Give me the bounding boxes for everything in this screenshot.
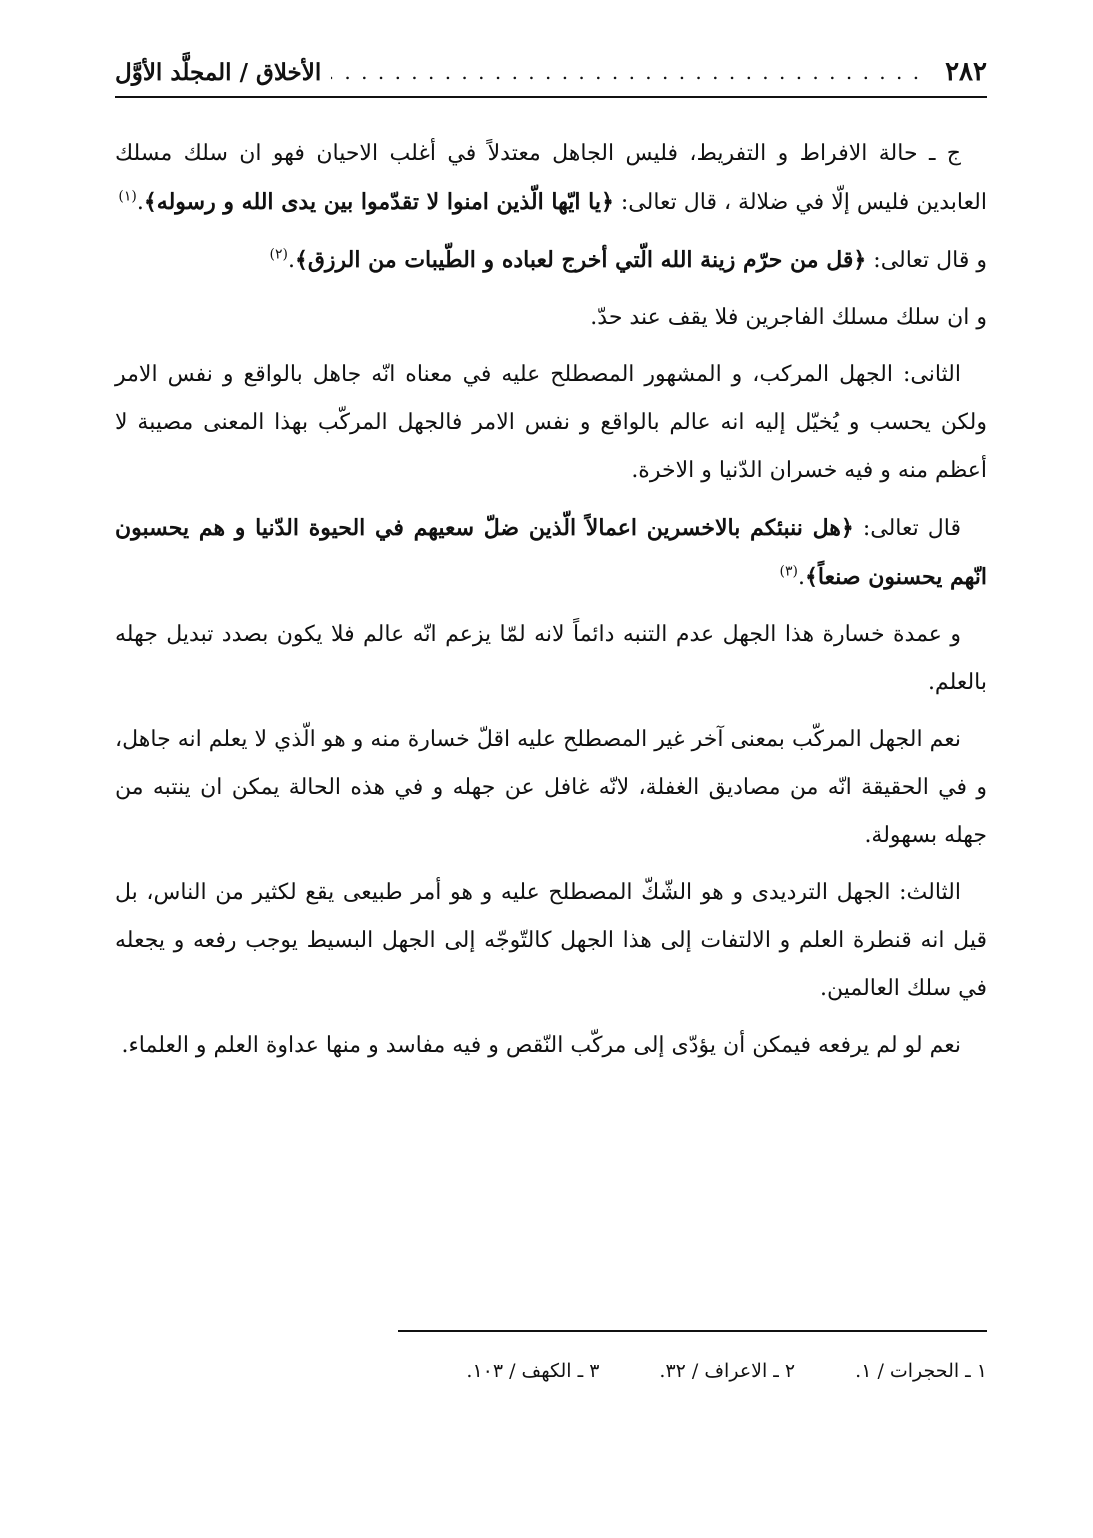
paragraph-6 [115,611,987,707]
paragraph-text: نعم لو لم يرفعه فيمكن أن يؤدّى إلى مركّب النّقص و فيه مفاسد و منها عداوة العلم و العلماء. [121,1033,961,1058]
paragraph-tail: . [798,565,806,590]
footnote-ref-3: (٣) [779,563,799,580]
footnote-divider [398,1330,987,1332]
paragraph-3 [115,294,987,342]
quran-quote: ﴿يا ايّها الّذين امنوا لا تقدّموا بين يدى الله و رسوله﴾ [143,189,614,215]
paragraph-text: ج ـ حالة الافراط و التفريط، فليس الجاهل معتدلاً في أغلب الاحيان فهو ان سلك مسلك العابدين فليس إلّا في ضلالة ، قال تعالى: [115,141,987,215]
page-number: ٢٨٢ [945,57,987,87]
paragraph-2 [115,236,987,285]
paragraph-9 [115,1022,987,1070]
footnote-3: ٣ ـ الكهف / ١٠٣. [466,1360,600,1382]
footnote-2: ٢ ـ الاعراف / ٣٢. [659,1360,796,1382]
paragraph-1 [115,130,987,227]
page-header [115,48,987,98]
paragraph-tail: . [136,190,144,215]
footnotes [115,1360,987,1382]
footnote-1: ١ ـ الحجرات / ١. [855,1360,987,1382]
paragraph-tail: . [287,248,295,273]
paragraph-8 [115,869,987,1013]
paragraph-text: و عمدة خسارة هذا الجهل عدم التنبه دائماً لانه لمّا يزعم انّه عالم فلا يكون بصدد تبديل جهله بالعلم. [115,622,987,695]
quran-quote: ﴿هل ننبئكم بالاخسرين اعمالاً الّذين ضلّ سعيهم في الحيوة الدّنيا و هم يحسبون انّهم يحسنون صنعاً﴾ [115,515,987,590]
quran-quote: ﴿قل من حرّم زينة الله الّتي أخرج لعباده و الطّيبات من الرزق﴾ [294,247,867,273]
paragraph-text: الثانى: الجهل المركب، و المشهور المصطلح عليه في معناه انّه جاهل بالواقع و نفس الامر ولكن يحسب و يُخيّل إليه انه عالم بالواقع و نفس الامر فالجهل المركّب بهذا المعنى مصيبة لا أعظم منه و فيه خسران الدّنيا و الاخرة. [115,362,987,483]
running-title: الأخلاق / المجلَّد الأوَّل [115,58,322,86]
body-text [115,130,987,1079]
paragraph-text: و ان سلك مسلك الفاجرين فلا يقف عند حدّ. [590,305,987,330]
paragraph-4 [115,351,987,495]
paragraph-text: نعم الجهل المركّب بمعنى آخر غير المصطلح عليه اقلّ خسارة منه و هو الّذي لا يعلم انه جاهل، و في الحقيقة انّه من مصاديق الغفلة، لانّه غافل عن جهله و في هذه الحالة يمكن ان ينتبه من جهله بسهولة. [115,727,987,848]
footnote-ref-2: (٢) [269,246,288,263]
dot-leader [331,60,921,84]
paragraph-text: قال تعالى: [853,516,961,541]
paragraph-text: الثالث: الجهل الترديدى و هو الشّكّ المصطلح عليه و هو أمر طبيعى يقع لكثير من الناس، بل قيل انه قنطرة العلم و الالتفات إلى هذا الجهل كالتّوجّه إلى الجهل البسيط يوجب رفعه و يجعله في سلك العالمين. [115,880,987,1001]
paragraph-5 [115,504,987,602]
paragraph-7 [115,716,987,860]
paragraph-text: و قال تعالى: [866,248,987,273]
footnote-ref-1: (١) [118,188,137,205]
